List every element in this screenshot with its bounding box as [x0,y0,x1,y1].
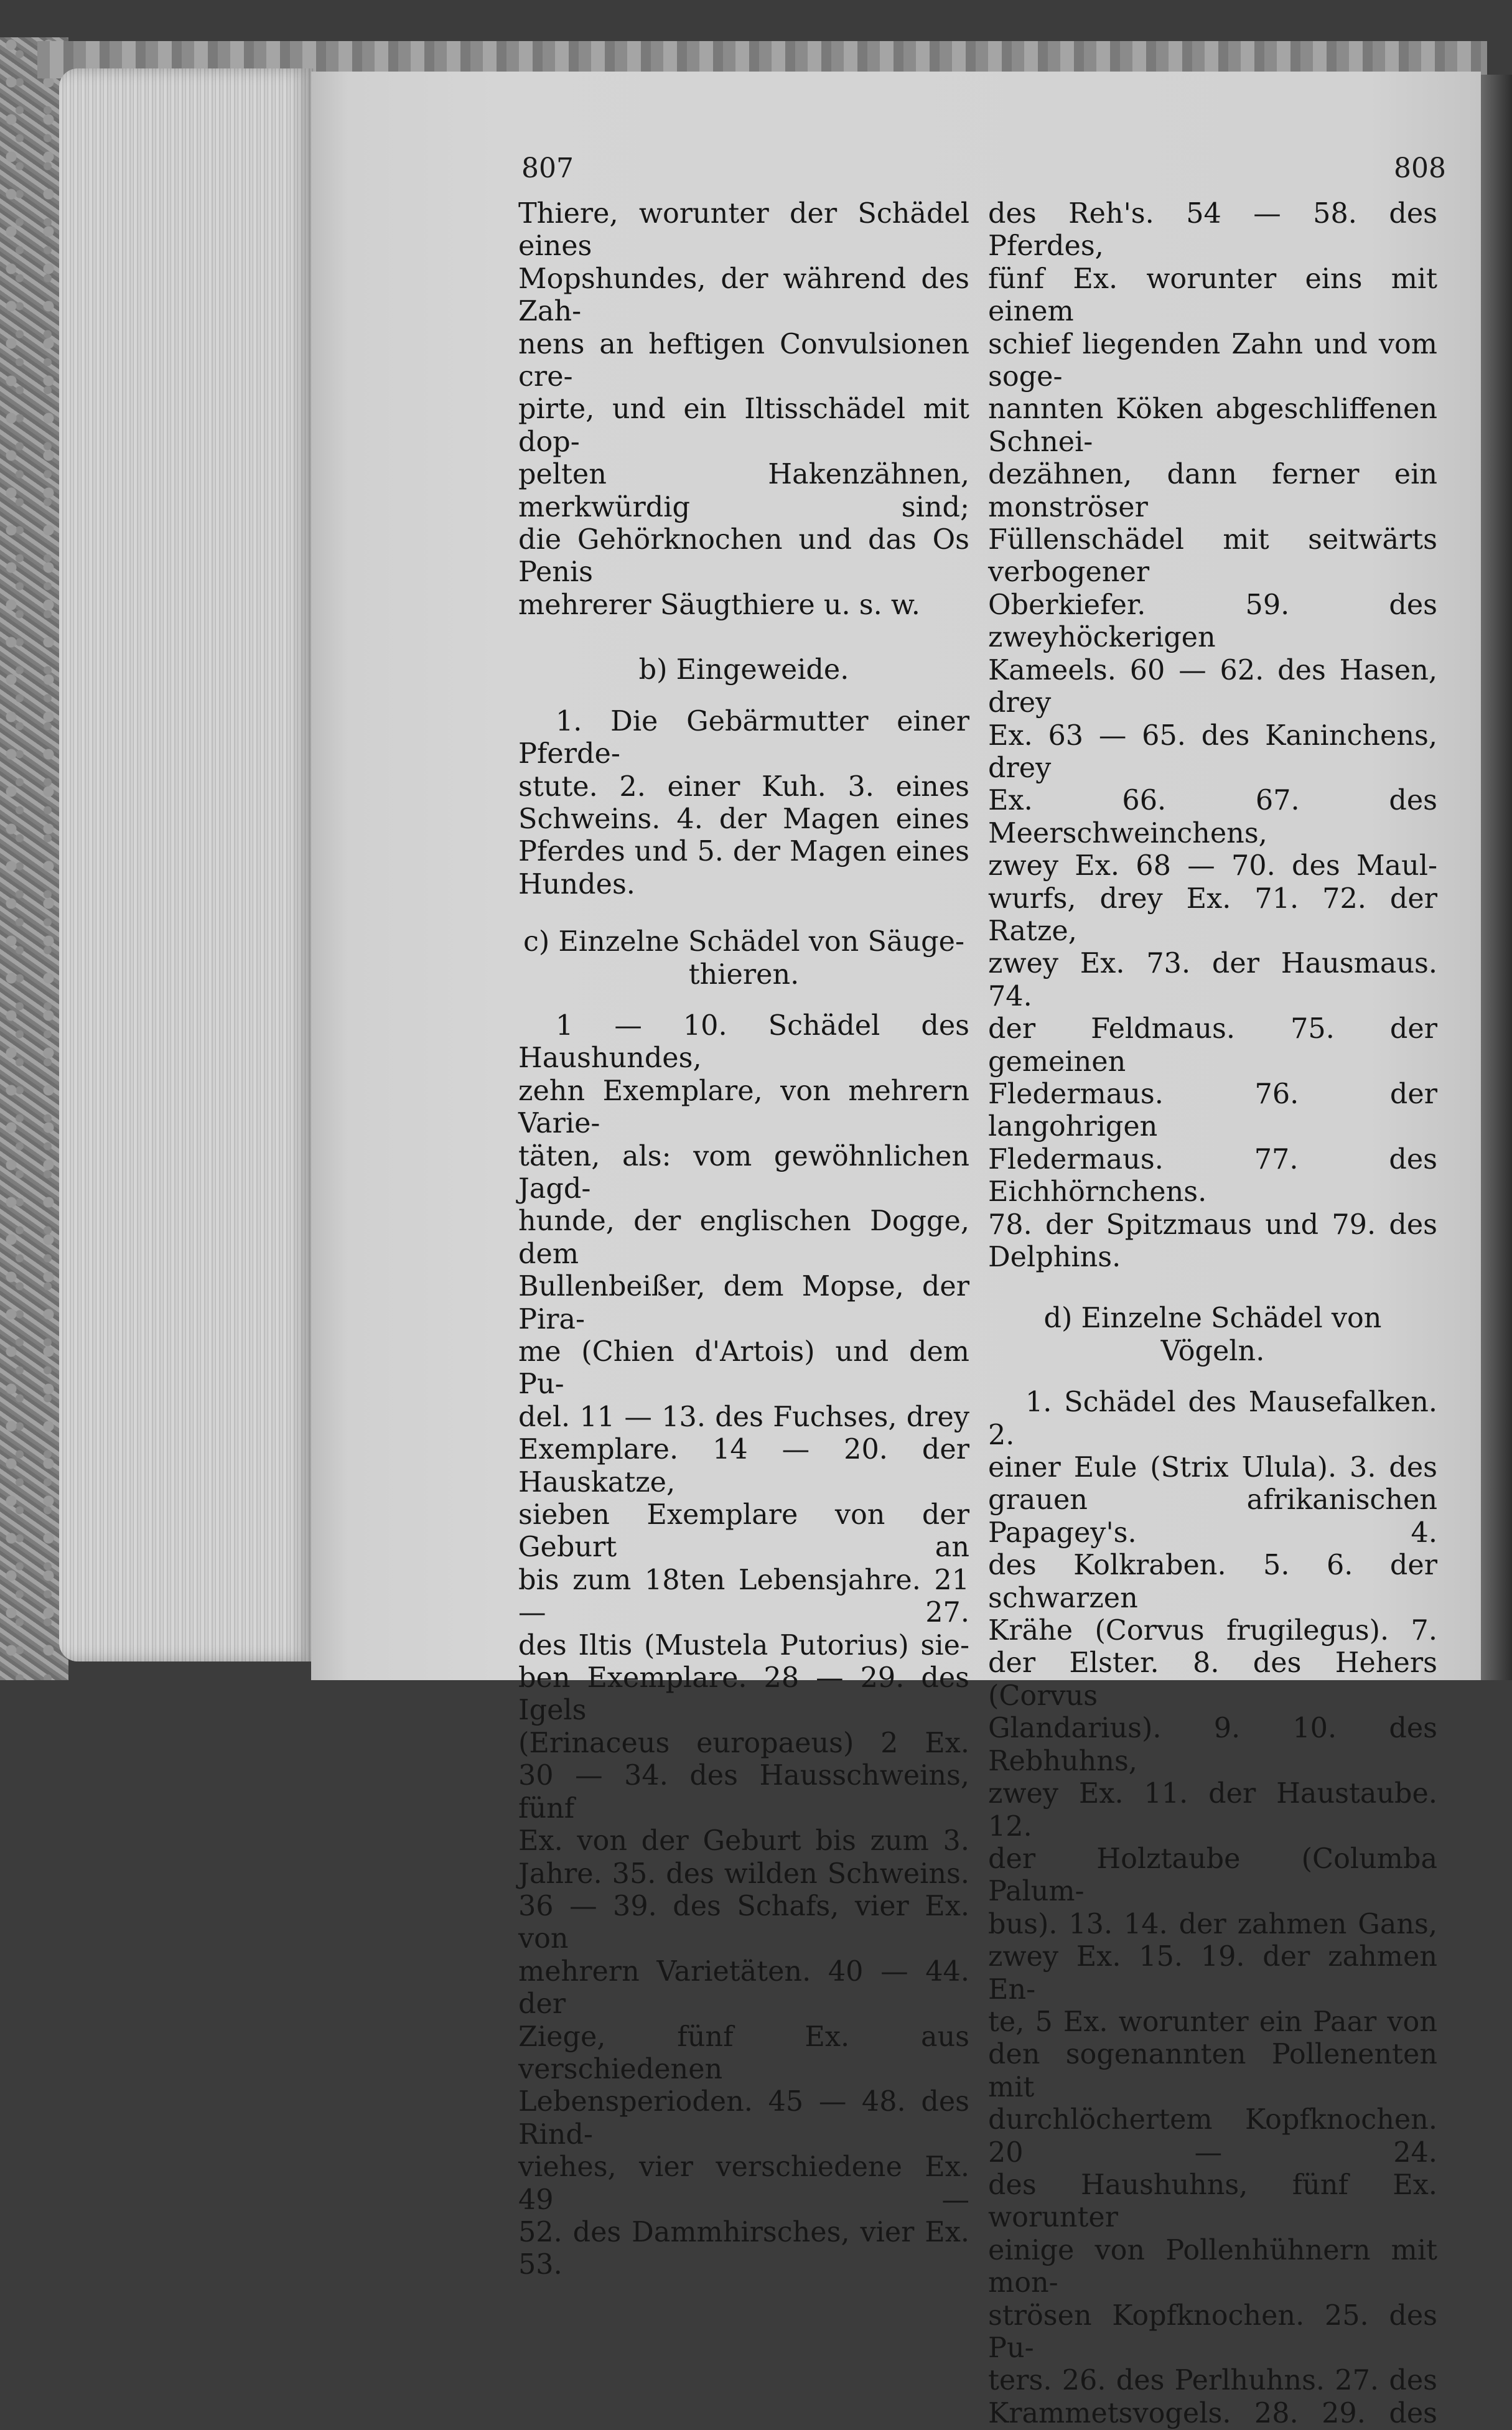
section-heading-c-cont: thieren. [688,958,800,991]
text-line: fünf Ex. worunter eins mit einem [988,263,1437,328]
text-line: Schweins. 4. der Magen eines [518,803,969,835]
text-line: schief liegenden Zahn und vom soge- [988,328,1437,393]
text-line: 30 — 34. des Hausschweins, fünf [518,1760,969,1825]
text-line: Krammetsvogels. 28. 29. des [988,2397,1437,2429]
text-line: 1. Schädel des Mausefalken. 2. [988,1386,1437,1451]
text-line: Delphins. [988,1241,1121,1273]
text-line: Fledermaus. 77. des Eichhörnchens. [988,1143,1437,1208]
text-line: hunde, der englischen Dogge, dem [518,1205,969,1270]
text-line: zwey Ex. 11. der Haustaube. 12. [988,1778,1437,1843]
text-line: des Iltis (Mustela Putorius) sie- [518,1629,969,1661]
text-line: dezähnen, dann ferner ein monströser [988,459,1437,523]
text-line: pelten Hakenzähnen, merkwürdig sind; [518,459,969,523]
text-line: wurfs, drey Ex. 71. 72. der Ratze, [988,882,1437,947]
text-line: Oberkiefer. 59. des zweyhöckerigen [988,589,1437,654]
text-line: zwey Ex. 68 — 70. des Maul- [988,850,1437,882]
text-line: den sogenannten Pollenenten mit [988,2039,1437,2103]
text-line: zwey Ex. 73. der Hausmaus. 74. [988,948,1437,1012]
text-line: der Feldmaus. 75. der gemeinen [988,1013,1437,1078]
text-line: täten, als: vom gewöhnlichen Jagd- [518,1140,969,1205]
text-line: Exemplare. 14 — 20. der Hauskatze, [518,1434,969,1498]
text-line: Lebensperioden. 45 — 48. des Rind- [518,2086,969,2151]
text-line: Ex. von der Geburt bis zum 3. [518,1825,969,1858]
text-line: 78. der Spitzmaus und 79. des [988,1208,1437,1241]
text-line: del. 11 — 13. des Fuchses, drey [518,1401,969,1433]
text-line: grauen afrikanischen Papagey's. 4. [988,1484,1437,1549]
page-stack-edges [59,68,314,1661]
text-line: einer Eule (Strix Ulula). 3. des [988,1452,1437,1484]
text-line: Jahre. 35. des wilden Schweins. [518,1858,969,1890]
book-right-edge [1481,75,1512,1680]
text-column-left [518,198,969,2282]
section-heading-b: b) Eingeweide. [638,654,849,686]
text-line: Kameels. 60 — 62. des Hasen, drey [988,654,1437,719]
page-number-right: 808 [1394,152,1446,184]
text-line: Pferdes und 5. der Magen eines [518,836,969,868]
text-line: die Gehörknochen und das Os Penis [518,524,969,589]
text-line: Füllenschädel mit seitwärts verbogener [988,524,1437,589]
text-line: Ex. 63 — 65. des Kaninchens, drey [988,719,1437,784]
text-line: 1 — 10. Schädel des Haushundes, [518,1009,969,1075]
text-line: Mopshundes, der während des Zah- [518,263,969,328]
section-heading-d: d) Einzelne Schädel von Vögeln. [1043,1302,1382,1367]
text-line: bis zum 18ten Lebensjahre. 21 — 27. [518,1564,969,1629]
text-line: pirte, und ein Iltisschädel mit dop- [518,393,969,458]
text-line: des Haushuhns, fünf Ex. worunter [988,2169,1437,2234]
text-line: des Kolkraben. 5. 6. der schwarzen [988,1549,1437,1614]
text-line: der Elster. 8. des Hehers (Corvus [988,1647,1437,1712]
text-line: 1. Die Gebärmutter einer Pferde- [518,705,969,770]
text-line: Hundes. [518,868,635,900]
text-line: te, 5 Ex. worunter ein Paar von [988,2006,1437,2038]
text-line: strösen Kopfknochen. 25. des Pu- [988,2299,1437,2364]
text-line: nens an heftigen Convulsionen cre- [518,328,969,393]
text-line: stute. 2. einer Kuh. 3. eines [518,770,969,803]
text-line: 36 — 39. des Schafs, vier Ex. von [518,1890,969,1955]
section-heading-c: c) Einzelne Schädel von Säuge- [523,926,965,958]
page-number-left: 807 [521,152,574,184]
text-line: ters. 26. des Perlhuhns. 27. des [988,2365,1437,2397]
text-line: (Erinaceus europaeus) 2 Ex. [518,1727,969,1759]
text-line: me (Chien d'Artois) und dem Pu- [518,1336,969,1401]
text-line: durchlöchertem Kopfknochen. 20 — 24. [988,2104,1437,2169]
text-line: Krähe (Corvus frugilegus). 7. [988,1615,1437,1647]
book-cover-marbled [0,37,68,1680]
text-line: Thiere, worunter der Schädel eines [518,198,969,263]
text-line: zehn Exemplare, von mehrern Varie- [518,1075,969,1140]
text-line: einige von Pollenhühnern mit mon- [988,2234,1437,2299]
text-column-right [988,198,1437,2430]
text-line: Ziege, fünf Ex. aus verschiedenen [518,2021,969,2085]
text-line: nannten Köken abgeschliffenen Schnei- [988,393,1437,458]
text-line: viehes, vier verschiedene Ex. 49 — [518,2151,969,2216]
text-line: 52. des Dammhirsches, vier Ex. 53. [518,2216,969,2281]
text-line: Fledermaus. 76. der langohrigen [988,1078,1437,1143]
text-line: der Holztaube (Columba Palum- [988,1843,1437,1908]
text-line: mehrern Varietäten. 40 — 44. der [518,1955,969,2021]
text-line: zwey Ex. 15. 19. der zahmen En- [988,1941,1437,2006]
text-line: mehrerer Säugthiere u. s. w. [518,589,920,621]
text-line: sieben Exemplare von der Geburt an [518,1499,969,1564]
text-line: Ex. 66. 67. des Meerschweinchens, [988,785,1437,849]
text-line: des Reh's. 54 — 58. des Pferdes, [988,198,1437,263]
text-line: Bullenbeißer, dem Mopse, der Pira- [518,1271,969,1335]
text-line: bus). 13. 14. der zahmen Gans, [988,1908,1437,1940]
text-line: Glandarius). 9. 10. des Rebhuhns, [988,1713,1437,1777]
text-line: ben Exemplare. 28 — 29. des Igels [518,1662,969,1727]
